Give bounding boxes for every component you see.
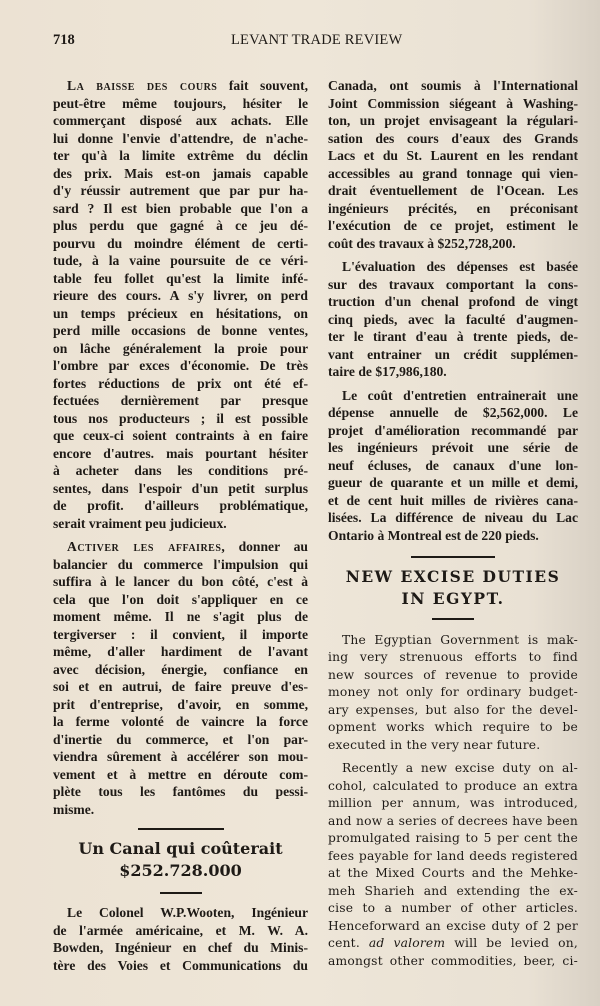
text-line: plète tous les fantômes du pessi- — [53, 784, 308, 799]
text-line: amongst other commodities, beer, ci- — [328, 953, 578, 968]
text-line: tous nos producteurs ; il est possible — [53, 410, 308, 426]
text-line: ing very strenuous efforts to find — [328, 650, 578, 664]
text-line: plus perdu que gagné à ce jeu dé- — [53, 218, 308, 233]
text-line: ter le tirant d'eau à trente pieds, de- — [328, 329, 578, 344]
text-line: coût des travaux à $252,728,200. — [328, 235, 516, 251]
text-line: viendra sûrement à accélérer son mou- — [53, 749, 308, 764]
text-line: Le Colonel W.P.Wooten, Ingénieur — [67, 905, 308, 920]
paragraph-evaluation — [328, 258, 578, 381]
text-line: taire de $17,986,180. — [328, 364, 447, 379]
text-line — [53, 538, 308, 556]
text-line: The Egyptian Government is mak- — [342, 632, 578, 647]
text-span: , donner au — [221, 539, 308, 554]
text-line: vant entrainer un crédit supplémen- — [328, 346, 578, 362]
text-line: vement et à mettre en déroute com- — [53, 766, 308, 782]
text-line: at the Mixed Courts and the Mehke- — [328, 866, 578, 880]
text-line — [53, 77, 308, 95]
text-line: tude, à la vaine poursuite de ce véri- — [53, 253, 308, 268]
text-line: executed in the very near future. — [328, 737, 541, 752]
text-line: même, d'aller hardiment de l'avant — [53, 644, 308, 659]
text-line: commerçant disposé aux achats. Elle — [53, 113, 308, 128]
text-line: ton, un projet envisageant la régulari- — [328, 113, 578, 128]
text-line: cela que l'on doit s'appliquer en ce — [53, 591, 308, 607]
text-line: money not only for ordinary budget- — [328, 685, 578, 699]
text-line: prit d'entreprise, d'avoir, en somme, — [53, 696, 308, 712]
text-line: Canada, ont soumis à l'International — [328, 78, 578, 93]
text-line: moment même. Il ne s'agit plus de — [53, 609, 308, 624]
text-line: d'inertie du commerce, et l'on par- — [53, 731, 308, 747]
paragraph-egyptian-government — [328, 632, 578, 755]
text-line: de profit. d'ailleurs problématique, — [53, 498, 308, 513]
text-line: que ceux-ci soient contraints à en faire — [53, 428, 308, 443]
left-column — [53, 77, 308, 980]
page-number: 718 — [53, 32, 75, 48]
text-line: fees payable for land deeds registered — [328, 848, 578, 863]
text-line: Joint Commission siégeant à Washing- — [328, 95, 578, 111]
egypt-heading-line1: NEW EXCISE DUTIES — [345, 567, 561, 586]
text-line: Lacs et du St. Laurent en les rendant — [328, 148, 578, 163]
paragraph-wooten — [53, 904, 308, 974]
paragraph-baisse-des-cours — [53, 77, 308, 532]
text-line: fortes réductions de prix ont été ef- — [53, 375, 308, 391]
section-divider — [138, 828, 224, 830]
text-line: rieure des cours. A s'y livrer, on perd — [53, 288, 308, 303]
text-line: million per annum, was introduced, — [328, 796, 578, 810]
text-line: projet d'amélioration recommandé par — [328, 422, 578, 438]
text-line: ingénieurs précités, en préconisant — [328, 200, 578, 216]
text-line: gueur de quarante et un mille et demi, — [328, 475, 578, 490]
canal-heading-line1: Un Canal qui coûterait — [78, 839, 283, 858]
text-line: balancier du commerce l'impulsion qui — [53, 556, 308, 572]
text-line: misme. — [53, 801, 95, 817]
text-line: l'exécution de ce projet, estiment le — [328, 218, 578, 233]
text-line: sur des travaux comportant la cons- — [328, 276, 578, 292]
text-line: pourvu du moindre élément de certi- — [53, 235, 308, 251]
text-line: new sources of revenue to provide — [328, 667, 578, 682]
text-span: will be levied on, — [445, 936, 579, 950]
text-line: l'ombre par exces d'économie. De très — [53, 358, 308, 373]
text-line: meh Sharieh and extending the ex- — [328, 883, 578, 898]
text-line: Le coût d'entretien entrainerait une — [342, 387, 578, 403]
egypt-heading-line2: IN EGYPT. — [401, 589, 505, 608]
text-line: cinq pieds, avec la faculté d'augmen- — [328, 311, 578, 327]
text-line: des prix. Mais est-on jamais capable — [53, 165, 308, 181]
paragraph-maintenance — [328, 387, 578, 545]
text-line: et de cent huit milles de rivières cana- — [328, 492, 578, 508]
text-line: L'évaluation des dépenses est basée — [342, 259, 578, 274]
text-line: la ferme volonté de vaincre la force — [53, 714, 308, 729]
paragraph-activer-les-affaires — [53, 538, 308, 818]
text-line: ary expenses, but also for the devel- — [328, 702, 578, 717]
paragraph-excise-duty — [328, 760, 578, 970]
text-line: tère des Voies et Communications du — [53, 957, 308, 973]
section-divider — [411, 556, 495, 558]
lead-in: Activer les affaires — [67, 539, 222, 554]
text-line: Bowden, Ingénieur en chef du Minis- — [53, 940, 308, 955]
lead-in: La baisse des cours — [67, 78, 218, 93]
text-line: accessibles au grand tonnage qui vien- — [328, 165, 578, 181]
text-line: de l'armée américaine, et M. W. A. — [53, 922, 308, 938]
text-line: peut-être même toujours, hésiter le — [53, 95, 308, 111]
running-head — [0, 32, 600, 52]
paragraph-canada-project — [328, 77, 578, 252]
italic-phrase: ad valorem — [368, 936, 446, 950]
text-line: soi et en autrui, de faire preuve d'es- — [53, 679, 308, 694]
egypt-heading — [328, 566, 578, 610]
text-span: fait souvent, — [217, 78, 308, 93]
text-line: opment works which require to be — [328, 720, 578, 734]
journal-title: LEVANT TRADE REVIEW — [231, 32, 403, 48]
text-line: cise to a number of other articles. — [328, 901, 578, 915]
canal-heading — [53, 838, 308, 882]
text-line: Recently a new excise duty on al- — [342, 761, 578, 775]
text-line: lui donne l'envie d'attendre, de n'ache- — [53, 130, 308, 146]
text-line: les ingénieurs prévoit une série de — [328, 440, 578, 455]
text-line: fectuées dernièrement par presque — [53, 393, 308, 408]
text-line: drait éventuellement de l'Ocean. Les — [328, 183, 578, 198]
text-line: promulgated raising to 5 per cent the — [328, 831, 578, 845]
text-line: lisées. La différence de niveau du Lac — [328, 510, 578, 525]
text-line — [328, 935, 578, 953]
text-line: suffira à le lancer du bon côté, c'est à — [53, 574, 308, 589]
text-line: à acheter dans les conditions pré- — [53, 463, 308, 478]
text-span: cent. — [328, 936, 369, 950]
text-line: neuf écluses, de canaux d'une lon- — [328, 457, 578, 473]
text-line: Henceforward an excise duty of 2 per — [328, 918, 578, 933]
text-line: serait vraiment peu judicieux. — [53, 515, 227, 531]
text-line: dépense annuelle de $2,562,000. Le — [328, 405, 578, 420]
text-line: un temps précieux en hésitations, on — [53, 305, 308, 321]
text-line: Ontario à Montreal est de 220 pieds. — [328, 527, 539, 543]
right-column — [328, 77, 578, 976]
text-line: and now a series of decrees have been — [328, 813, 578, 828]
text-line: sard ? Il est bien probable que l'on a — [53, 200, 308, 216]
canal-heading-line2: $252.728.000 — [119, 861, 242, 880]
section-divider — [432, 618, 474, 620]
text-line: perd mille occasions de bonne ventes, — [53, 323, 308, 338]
text-line: tergiverser : il convient, il importe — [53, 626, 308, 642]
text-line: table feu follet qu'est la limite infé- — [53, 270, 308, 286]
text-line: ter qu'à la limite extrême du déclin — [53, 148, 308, 163]
text-line: avec décision, énergie, confiance en — [53, 661, 308, 677]
text-line: cohol, calculated to produce an extra — [328, 778, 578, 793]
text-line: on lâche généralement la proie pour — [53, 340, 308, 356]
text-line: d'y réussir autrement que par pur ha- — [53, 183, 308, 198]
text-line: encore d'autres. mais pourtant hésiter — [53, 445, 308, 461]
section-divider — [160, 892, 202, 894]
text-line: sentes, dans l'espoir d'un petit surplus — [53, 480, 308, 496]
text-line: sation des cours d'eaux des Grands — [328, 130, 578, 146]
text-line: truction d'un chenal profond de vingt — [328, 294, 578, 309]
